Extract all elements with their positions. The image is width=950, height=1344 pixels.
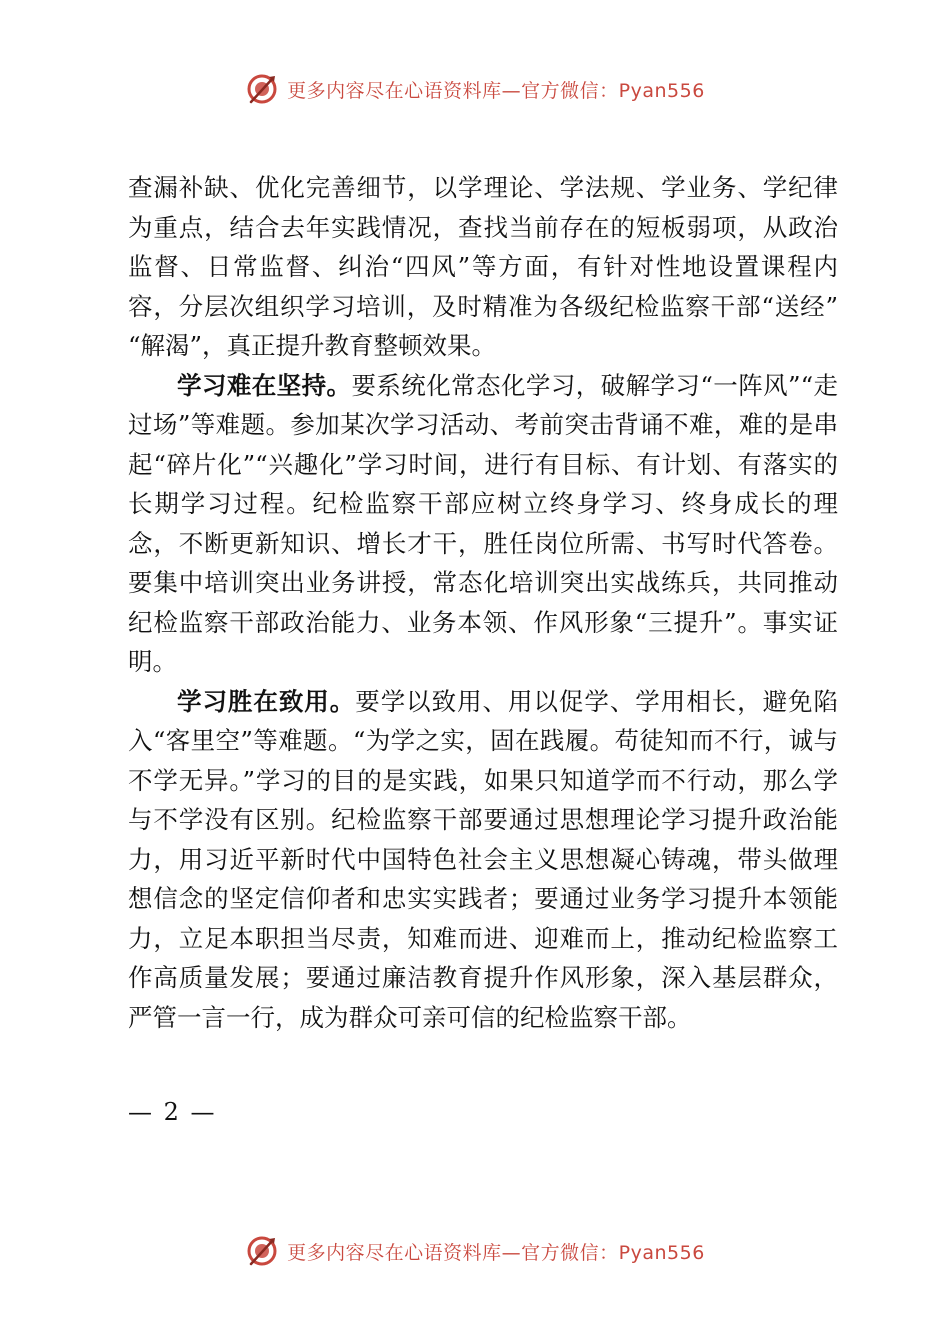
paragraph-heading: 学习难在坚持。 bbox=[177, 370, 352, 400]
watermark-text: 更多内容尽在心语资料库—官方微信：Pyan556 bbox=[287, 1241, 705, 1264]
paragraph-persistence bbox=[128, 366, 838, 682]
paragraph-body: 查漏补缺、优化完善细节，以学理论、学法规、学业务、学纪律为重点，结合去年实践情况，查找当前存在的短板弱项，从政治监督、日常监督、纠治“四风”等方面，有针对性地设置课程内容，分层次组织学习培训，及时精准为各级纪检监察干部“送经” “解渴”，真正提升教育整顿效果。 bbox=[128, 173, 838, 360]
paragraph-body: 要学以致用、用以促学、学用相长，避免陷入“客里空”等难题。“为学之实，固在践履。苟徒知而不行，诚与不学无异。”学习的目的是实践，如果只知道学而不行动，那么学与不学没有区别。纪检监察干部要通过思想理论学习提升政治能力，用习近平新时代中国特色社会主义思想凝心铸魂，带头做理想信念的坚定信仰者和忠实实践者；要通过业务学习提升本领能力，立足本职担当尽责，知难而进、迎难而上，推动纪检监察工作高质量发展；要通过廉洁教育提升作风形象，深入基层群众，严管一言一行，成为群众可亲可信的纪检监察干部。 bbox=[128, 686, 839, 1032]
paragraph-application bbox=[128, 682, 838, 1038]
paragraph-body: 要系统化常态化学习，破解学习“一阵风”“走过场”等难题。参加某次学习活动、考前突击背诵不难，难的是串起“碎片化”“兴趣化”学习时间，进行有目标、有计划、有落实的长期学习过程。纪检监察干部应树立终身学习、终身成长的理念，不断更新知识、增长才干，胜任岗位所需、书写时代答卷。要集中培训突出业务讲授，常态化培训突出实战练兵，共同推动纪检监察干部政治能力、业务本领、作风形象“三提升”。事实证明。 bbox=[128, 370, 839, 676]
quill-seal-icon bbox=[245, 72, 279, 106]
footer-watermark bbox=[0, 1234, 950, 1268]
quill-seal-icon bbox=[245, 1234, 279, 1268]
paragraph-continuation bbox=[128, 168, 838, 366]
page-number: — 2 — bbox=[128, 1098, 217, 1126]
document-body bbox=[128, 168, 838, 1037]
header-watermark bbox=[0, 72, 950, 106]
paragraph-heading: 学习胜在致用。 bbox=[177, 686, 356, 716]
watermark-text: 更多内容尽在心语资料库—官方微信：Pyan556 bbox=[287, 79, 705, 102]
